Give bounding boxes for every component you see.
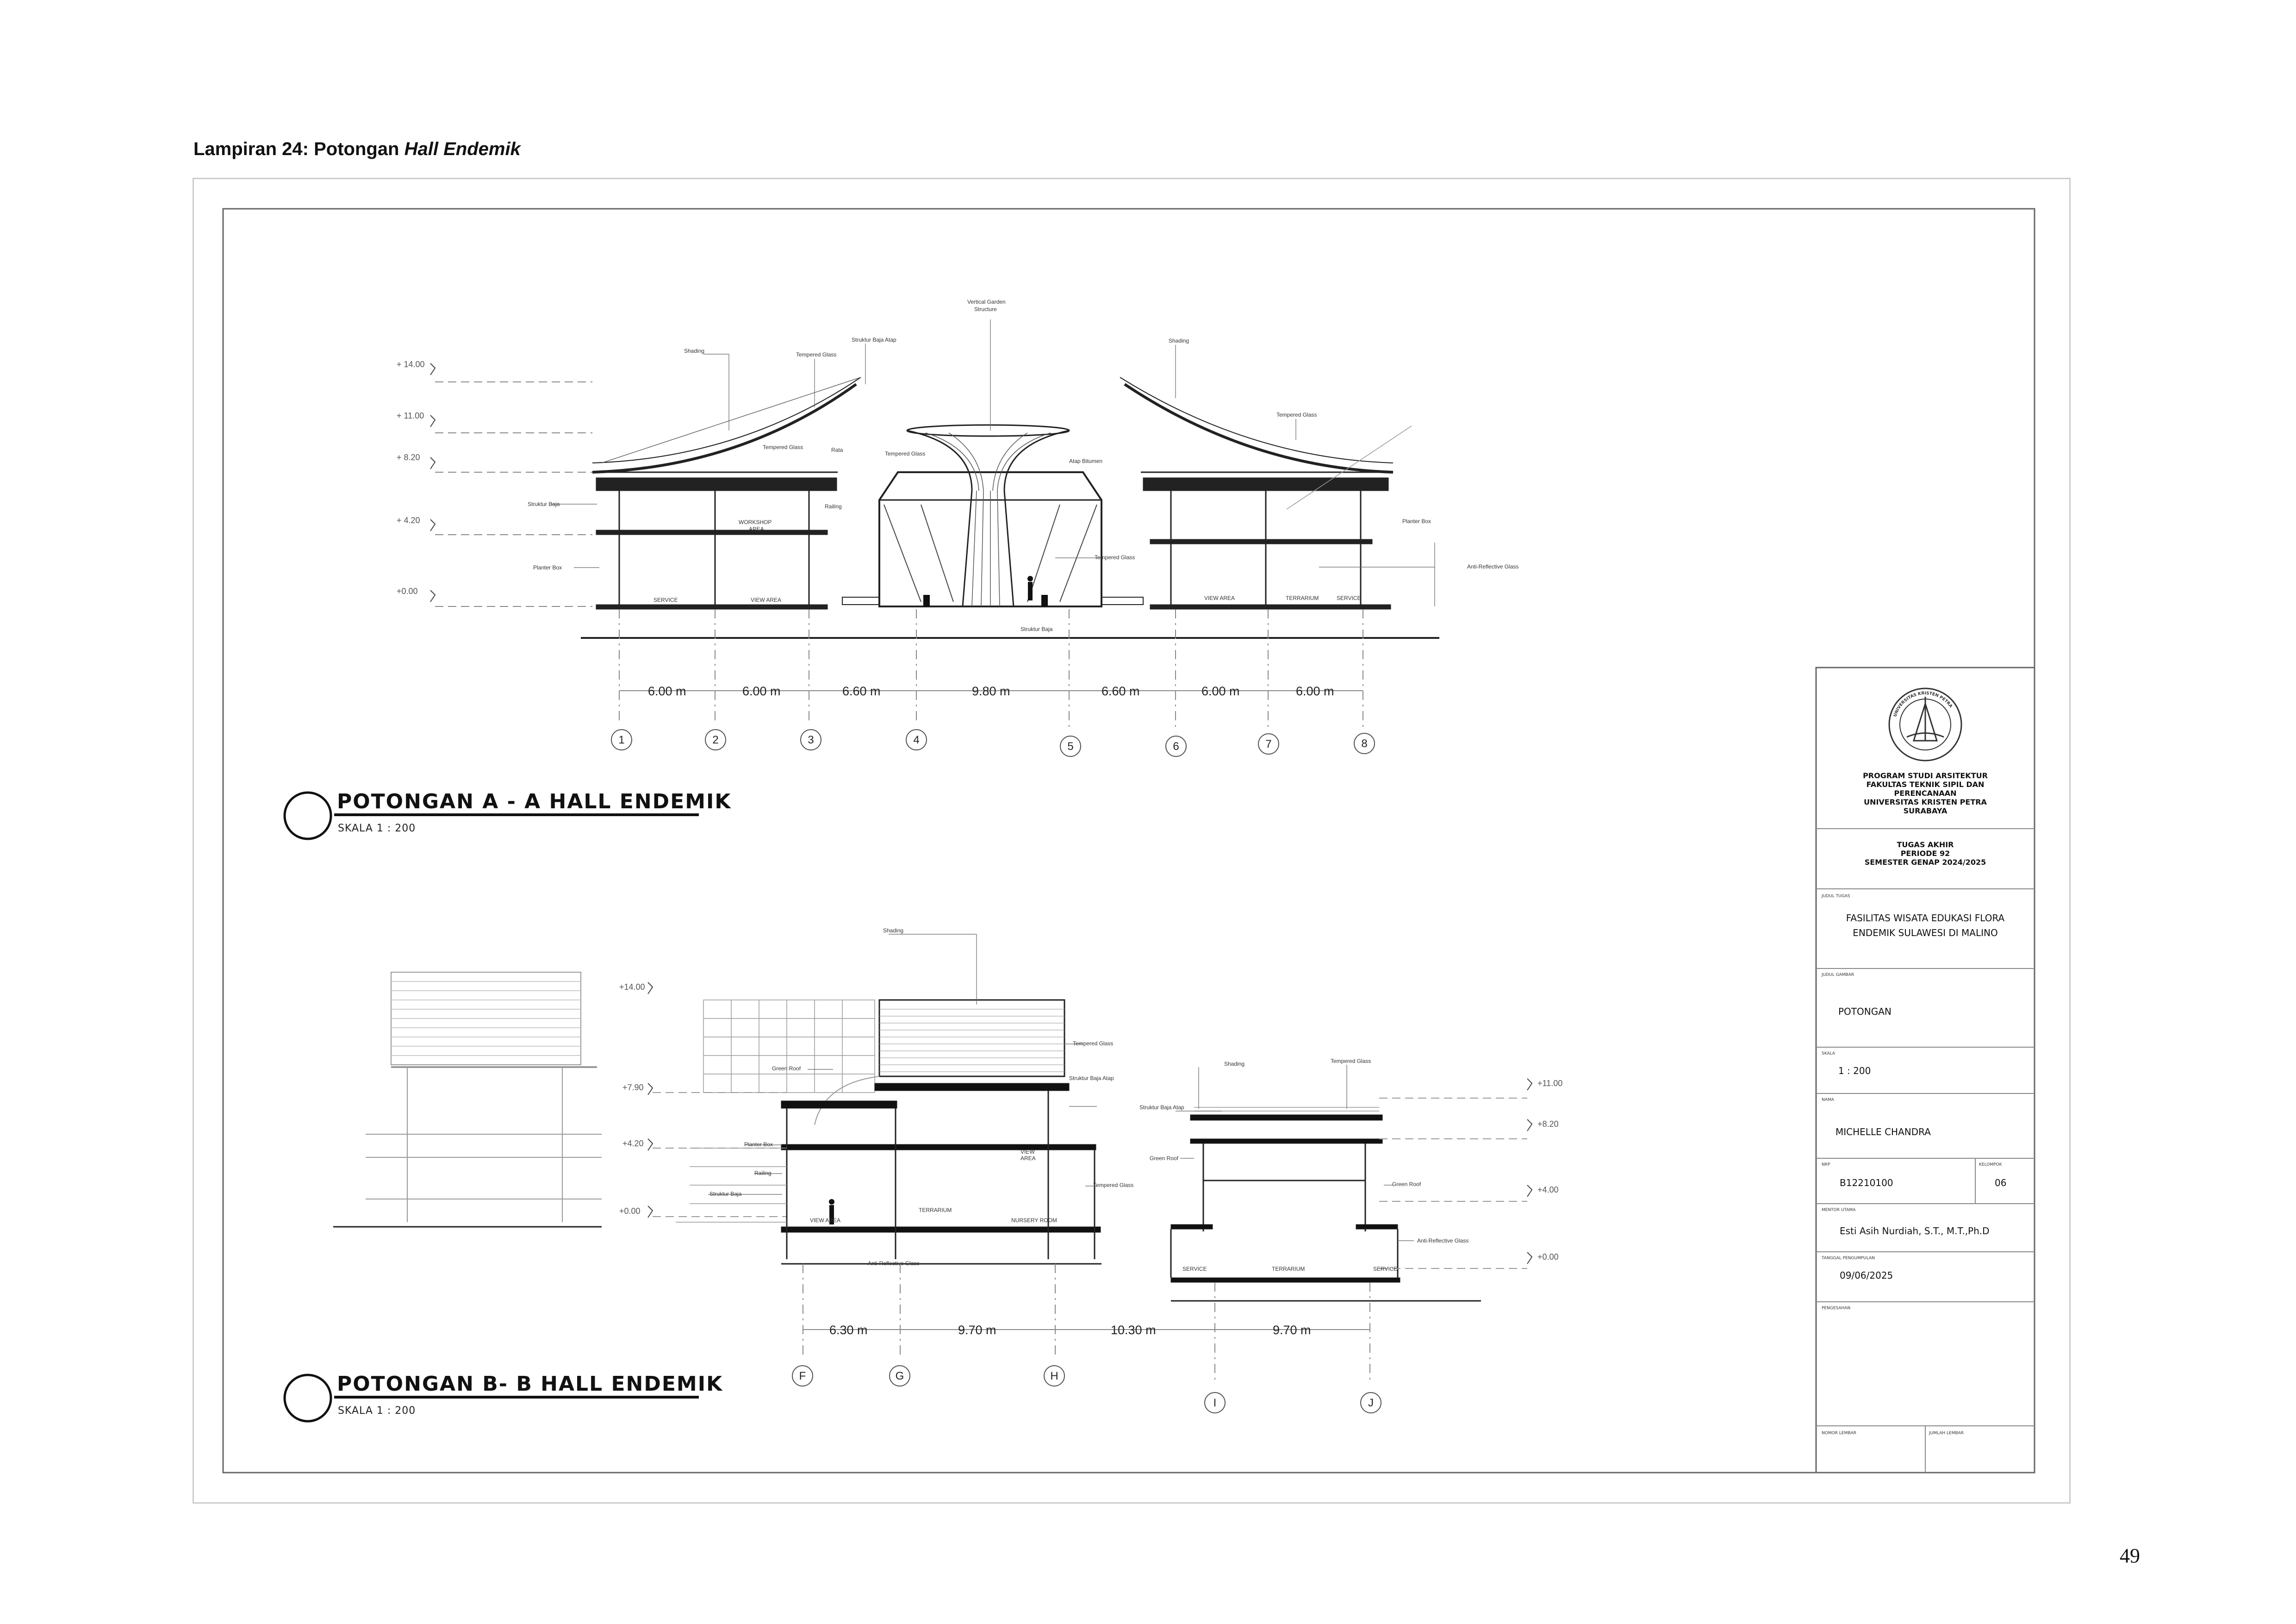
annotation: Tempered Glass	[1073, 1040, 1114, 1047]
institution-line: PROGRAM STUDI ARSITEKTUR	[1863, 771, 1988, 780]
elevation-label: + 8.20	[397, 453, 420, 462]
elevation-label: + 14.00	[397, 360, 425, 369]
annotation: Struktur Baja Atap	[1069, 1075, 1114, 1081]
dimension-label: 9.80 m	[972, 684, 1010, 698]
section-a-elevation-markers	[430, 363, 592, 606]
annotation: SERVICE	[1337, 595, 1361, 601]
dimension-label: 6.60 m	[842, 684, 881, 698]
annotation: Anti-Reflective Glass	[868, 1260, 920, 1267]
annotation: Tempered Glass	[1095, 554, 1135, 561]
grid-label: F	[799, 1370, 806, 1382]
annotation: AREA	[749, 526, 764, 532]
annotation: Tempered Glass	[1331, 1058, 1371, 1064]
annotation: Struktur Baja Atap	[1139, 1104, 1184, 1111]
annotation: TERRARIUM	[1286, 595, 1319, 601]
section-b-grid-labels	[799, 1370, 1374, 1409]
left-floor-0	[596, 605, 828, 609]
institution-line: PERENCANAAN	[1894, 789, 1957, 798]
institution-line: SURABAYA	[1903, 806, 1948, 815]
grid-label: 3	[808, 734, 814, 746]
annotation: Tempered Glass	[796, 351, 837, 358]
annotation: TERRARIUM	[919, 1207, 952, 1213]
section-b-elevation-labels	[619, 982, 1562, 1262]
section-a-annotations	[528, 299, 1518, 632]
annotation: Planter Box	[533, 564, 562, 571]
field-label: NOMOR LEMBAR	[1822, 1431, 1856, 1436]
section-a-drawing	[430, 319, 1439, 756]
section-b-scale: SKALA 1 : 200	[338, 1405, 416, 1417]
assignment-line: TUGAS AKHIR	[1897, 840, 1954, 849]
group-number: 06	[1995, 1177, 2007, 1188]
annotation: Shading	[883, 927, 904, 934]
annotation: Struktur Baja	[1020, 626, 1053, 632]
section-b-title-block	[285, 1372, 723, 1421]
section-a-title-block	[285, 790, 732, 839]
grid-label: 5	[1067, 740, 1074, 753]
annotation: Planter Box	[744, 1141, 773, 1148]
right-floor-0	[1150, 605, 1391, 609]
elevation-label: +4.20	[622, 1139, 644, 1148]
field-label: SKALA	[1822, 1051, 1835, 1056]
annotation: Shading	[684, 348, 705, 354]
elevation-label: +8.20	[1537, 1119, 1559, 1129]
annotation: Railing	[825, 503, 842, 510]
annotation: Struktur Baja Atap	[852, 337, 896, 343]
dimension-label: 9.70 m	[1273, 1323, 1311, 1337]
drawing-scale: 1 : 200	[1838, 1065, 1871, 1076]
section-a-dimensions	[648, 684, 1334, 698]
annotation: Structure	[974, 306, 997, 312]
annotation: Tempered Glass	[1093, 1182, 1134, 1188]
grid-label: H	[1050, 1370, 1058, 1382]
inner-frame	[223, 209, 2035, 1473]
section-a-elevation-labels	[397, 360, 425, 596]
section-b-annotations	[709, 927, 1468, 1272]
grid-label: 6	[1173, 740, 1179, 753]
annotation: TERRARIUM	[1272, 1266, 1305, 1272]
annotation: Shading	[1224, 1061, 1245, 1067]
field-label: PENGESAHAN	[1822, 1306, 1851, 1311]
annotation: Struktur Baja	[709, 1191, 742, 1197]
section-b-drawing	[333, 934, 1532, 1413]
project-title-line: ENDEMIK SULAWESI DI MALINO	[1853, 927, 1998, 938]
elevation-label: +11.00	[1537, 1079, 1563, 1088]
annotation: SERVICE	[1373, 1266, 1398, 1272]
left-floor-1	[596, 530, 828, 535]
assignment-line: SEMESTER GENAP 2024/2025	[1864, 858, 1986, 867]
annotation: Tempered Glass	[1276, 412, 1317, 418]
annotation: Green Roof	[1392, 1181, 1421, 1187]
dimension-label: 6.00 m	[742, 684, 781, 698]
elevation-label: +14.00	[619, 982, 645, 992]
section-b-title: POTONGAN B- B HALL ENDEMIK	[337, 1372, 723, 1396]
field-label: NRP	[1822, 1162, 1830, 1167]
section-a-scale: SKALA 1 : 200	[338, 823, 416, 834]
elevation-label: +7.90	[622, 1083, 644, 1092]
section-a-grid-labels	[618, 734, 1367, 753]
grid-label: 8	[1361, 737, 1368, 750]
submission-date: 09/06/2025	[1840, 1270, 1893, 1281]
annotation: Tempered Glass	[763, 444, 803, 450]
project-title-line: FASILITAS WISATA EDUKASI FLORA	[1846, 912, 2005, 924]
mentor-name: Esti Asih Nurdiah, S.T., M.T.,Ph.D	[1840, 1225, 1990, 1237]
annotation: Anti-Reflective Glass	[1467, 563, 1519, 570]
annotation: Struktur Baja	[528, 501, 560, 507]
annotation: VIEW AREA	[751, 597, 782, 603]
right-roof-slab	[1143, 478, 1388, 491]
student-nrp: B12210100	[1840, 1177, 1893, 1188]
annotation: SERVICE	[653, 597, 678, 603]
dimension-label: 6.00 m	[1201, 684, 1240, 698]
annotation: VIEW AREA	[810, 1217, 841, 1224]
university-seal-icon	[1889, 688, 1961, 761]
annotation: Green Roof	[1150, 1155, 1179, 1162]
assignment-line: PERIODE 92	[1900, 849, 1950, 858]
right-floor-1	[1150, 539, 1372, 544]
seal-text: UNIVERSITAS KRISTEN PETRA	[1893, 691, 1953, 718]
dimension-label: 6.00 m	[1296, 684, 1334, 698]
grid-label: I	[1213, 1397, 1217, 1409]
annotation: Railing	[754, 1170, 772, 1176]
annotation: Planter Box	[1402, 518, 1431, 525]
grid-label: 4	[913, 734, 920, 746]
field-label: NAMA	[1822, 1098, 1834, 1102]
annotation: Vertical Garden	[967, 299, 1006, 305]
grid-label: 2	[712, 734, 719, 746]
elevation-label: +0.00	[1537, 1252, 1559, 1262]
annotation: Green Roof	[772, 1065, 801, 1072]
annotation: AREA	[1020, 1155, 1036, 1162]
institution-line: UNIVERSITAS KRISTEN PETRA	[1864, 798, 1987, 806]
dimension-label: 6.00 m	[648, 684, 686, 698]
title-block	[1816, 668, 2035, 1473]
annotation: SERVICE	[1182, 1266, 1207, 1272]
page-number: 49	[2120, 1544, 2140, 1567]
student-name: MICHELLE CHANDRA	[1836, 1126, 1931, 1137]
field-label: JUMLAH LEMBAR	[1929, 1431, 1964, 1436]
grid-label: J	[1368, 1397, 1374, 1409]
drawing-title: POTONGAN	[1838, 1006, 1892, 1017]
elevation-label: +0.00	[397, 587, 418, 596]
elevation-label: +4.00	[1537, 1185, 1559, 1194]
annotation: Rata	[831, 447, 843, 453]
institution-line: FAKULTAS TEKNIK SIPIL DAN	[1866, 780, 1985, 789]
annotation: Tempered Glass	[885, 450, 926, 457]
field-label: JUDUL TUGAS	[1822, 894, 1850, 899]
elevation-label: +0.00	[619, 1206, 641, 1216]
field-label: TANGGAL PENGUMPULAN	[1822, 1256, 1875, 1261]
grid-label: G	[895, 1370, 904, 1382]
page-caption: Lampiran 24: Potongan Hall Endemik	[193, 139, 521, 159]
dimension-label: 10.30 m	[1111, 1323, 1156, 1337]
field-label: JUDUL GAMBAR	[1822, 973, 1854, 977]
annotation: VIEW AREA	[1204, 595, 1235, 601]
dimension-label: 6.60 m	[1101, 684, 1140, 698]
dimension-label: 9.70 m	[958, 1323, 996, 1337]
annotation: NURSERY ROOM	[1011, 1217, 1057, 1224]
elevation-label: + 11.00	[397, 411, 424, 420]
annotation: VIEW	[1020, 1149, 1035, 1155]
annotation: Atap Bitumen	[1069, 458, 1103, 464]
elevation-label: + 4.20	[397, 516, 420, 525]
field-label: MENTOR UTAMA	[1822, 1208, 1856, 1212]
left-roof-slab	[596, 478, 837, 491]
annotation: Anti-Reflective Glass	[1417, 1237, 1469, 1244]
grid-label: 1	[618, 734, 625, 746]
section-a-title: POTONGAN A - A HALL ENDEMIK	[337, 790, 732, 813]
annotation: Shading	[1169, 337, 1189, 344]
grid-label: 7	[1265, 738, 1272, 750]
dimension-label: 6.30 m	[829, 1323, 868, 1337]
field-label: KELOMPOK	[1979, 1162, 2002, 1167]
annotation: WORKSHOP	[739, 519, 772, 525]
